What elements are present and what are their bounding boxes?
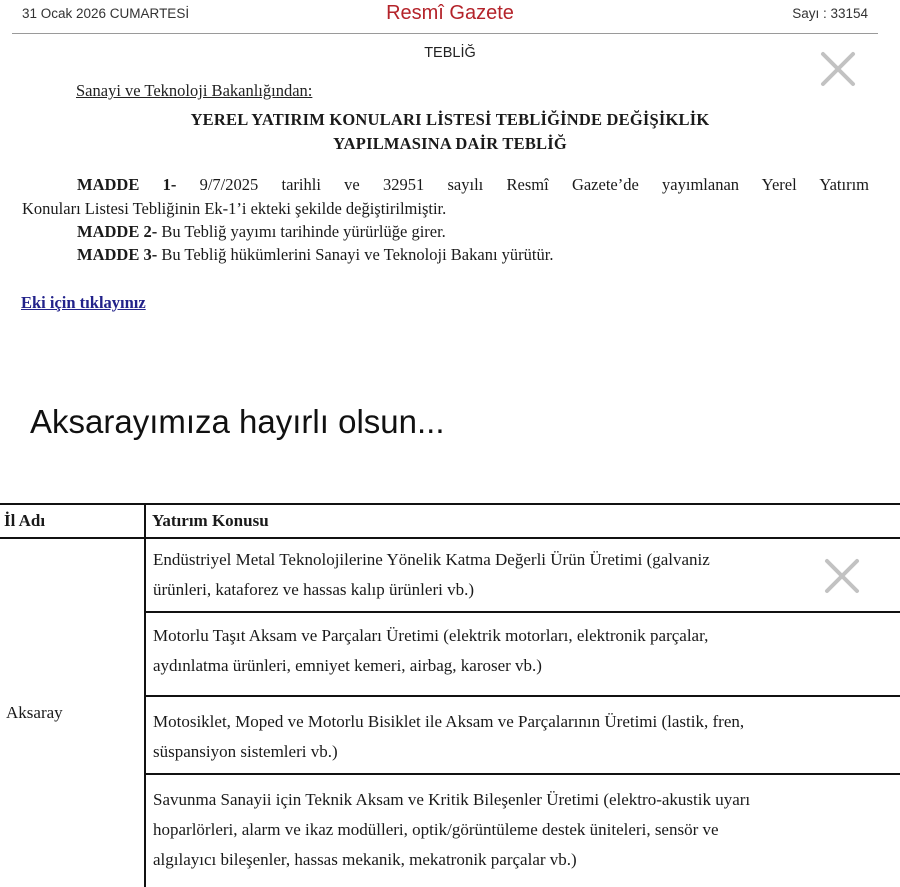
issue-number: Sayı : 33154 <box>792 6 868 21</box>
close-icon[interactable] <box>822 556 862 596</box>
article-1-continuation: Konuları Listesi Tebliğinin Ek-1’i ekteki şekilde değiştirilmiştir. <box>22 199 447 218</box>
article-1-label: MADDE 1- <box>77 175 177 194</box>
row-text-line: Endüstriyel Metal Teknolojilerine Yönelik Katma Değerli Ürün Üretimi (galvaniz <box>153 550 710 569</box>
issuing-ministry: Sanayi ve Teknoloji Bakanlığından: <box>76 81 313 100</box>
province-cell: Aksaray <box>6 703 63 722</box>
table-row <box>153 785 750 875</box>
article-3-text: Bu Tebliğ hükümlerini Sanayi ve Teknoloji Bakanı yürütür. <box>157 245 554 264</box>
table-row-divider <box>144 611 900 613</box>
article-1 <box>77 175 869 195</box>
column-header-province: İl Adı <box>4 511 46 530</box>
close-icon[interactable] <box>818 49 858 89</box>
header-divider <box>12 33 878 34</box>
notice-title-line-1: YEREL YATIRIM KONULARI LİSTESİ TEBLİĞİNDE DEĞİŞİKLİK <box>190 110 710 129</box>
row-text-line: Savunma Sanayii için Teknik Aksam ve Kritik Bileşenler Üretimi (elektro-akustik uyarı <box>153 790 751 809</box>
article-1-text: 9/7/2025 tarihli ve 32951 sayılı Resmî Gazete’de yayımlanan Yerel Yatırım <box>176 175 869 194</box>
table-row <box>153 621 708 681</box>
table-top-border <box>0 503 900 505</box>
table-row-divider <box>144 773 900 775</box>
table-header-border <box>0 537 900 539</box>
row-text-line: Motosiklet, Moped ve Motorlu Bisiklet ile Aksam ve Parçalarının Üretimi (lastik, fren, <box>153 712 745 731</box>
row-text-line: aydınlatma ürünleri, emniyet kemeri, airbag, karoser vb.) <box>153 656 542 675</box>
table-row <box>153 707 744 767</box>
row-text-line: algılayıcı bileşenler, hassas mekanik, mekatronik parçalar vb.) <box>153 850 577 869</box>
table-row-divider <box>144 695 900 697</box>
row-text-line: Motorlu Taşıt Aksam ve Parçaları Üretimi (elektrik motorları, elektronik parçalar, <box>153 626 709 645</box>
row-text-line: süspansiyon sistemleri vb.) <box>153 742 338 761</box>
annex-link[interactable]: Eki için tıklayınız <box>21 293 146 312</box>
row-text-line: ürünleri, kataforez ve hassas kalıp ürünleri vb.) <box>153 580 474 599</box>
gazette-title: Resmî Gazete <box>386 2 514 24</box>
article-3-label: MADDE 3- <box>77 245 158 264</box>
table-row <box>153 545 710 605</box>
column-header-investment-subject: Yatırım Konusu <box>152 511 269 530</box>
notice-title-line-2: YAPILMASINA DAİR TEBLİĞ <box>333 134 567 153</box>
issue-date: 31 Ocak 2026 CUMARTESİ <box>22 6 190 21</box>
article-2-label: MADDE 2- <box>77 222 158 241</box>
gazette-header <box>0 0 900 34</box>
row-text-line: hoparlörleri, alarm ve ikaz modülleri, optik/görüntüleme destek üniteleri, sensör ve <box>153 820 719 839</box>
section-label: TEBLİĞ <box>424 45 476 61</box>
article-2-text: Bu Tebliğ yayımı tarihinde yürürlüğe girer. <box>157 222 446 241</box>
article-2 <box>77 222 446 242</box>
article-3 <box>77 245 553 265</box>
post-caption: Aksarayımıza hayırlı olsun... <box>30 403 445 440</box>
